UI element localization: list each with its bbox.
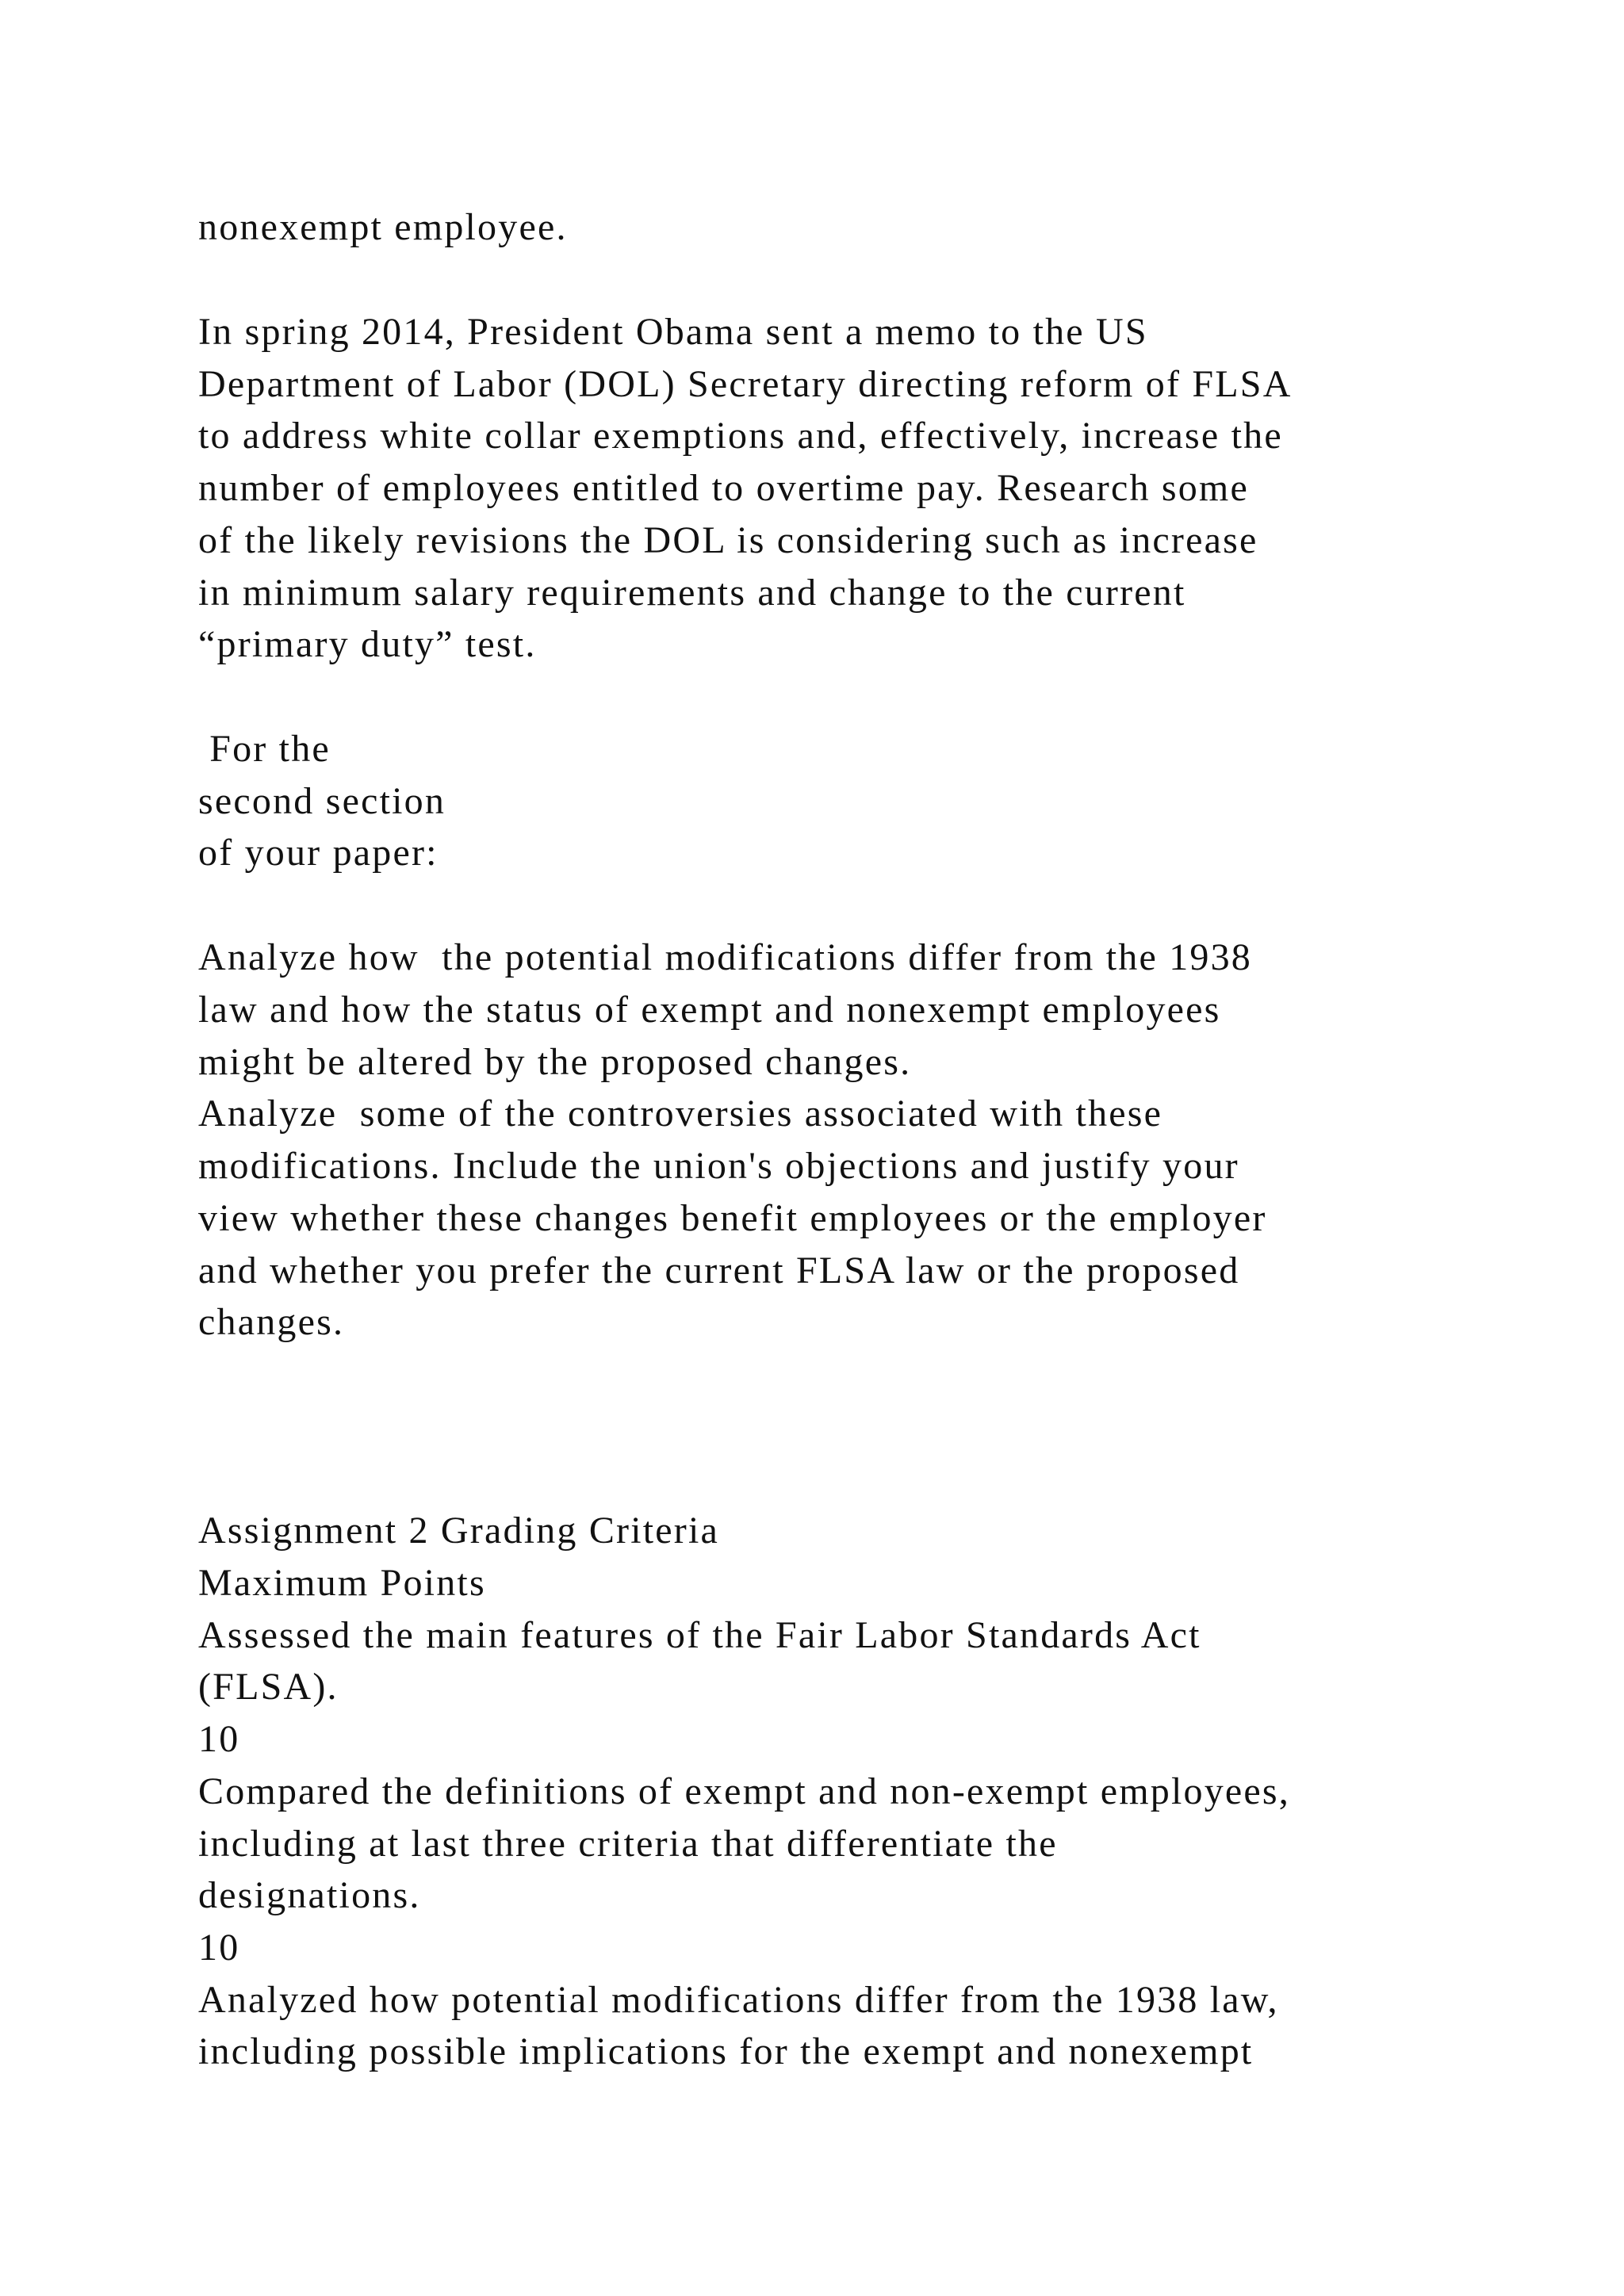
text-line: “primary duty” test. <box>198 623 537 665</box>
text-line: including possible implications for the exempt and nonexempt <box>198 2030 1254 2072</box>
text-line: 10 <box>198 1927 240 1969</box>
text-line: second section <box>198 780 446 822</box>
text-line: changes. <box>198 1301 345 1343</box>
text-line: For the <box>198 728 331 770</box>
text-line: number of employees entitled to overtime pay. Research some <box>198 467 1249 509</box>
text-line: law and how the status of exempt and nonexempt employees <box>198 989 1221 1031</box>
text-line: of the likely revisions the DOL is considering such as increase <box>198 519 1258 561</box>
text-line: in minimum salary requirements and change to the current <box>198 572 1186 614</box>
text-line: of your paper: <box>198 832 439 874</box>
text-line: and whether you prefer the current FLSA law or the proposed <box>198 1249 1240 1292</box>
text-line: including at last three criteria that differentiate the <box>198 1823 1058 1865</box>
text-line: Maximum Points <box>198 1562 486 1604</box>
text-line: Compared the definitions of exempt and non-exempt employees, <box>198 1770 1290 1812</box>
text-line: (FLSA). <box>198 1666 339 1708</box>
text-line: In spring 2014, President Obama sent a memo to the US <box>198 311 1148 353</box>
text-line: view whether these changes benefit employees or the employer <box>198 1197 1267 1239</box>
text-line: Department of Labor (DOL) Secretary directing reform of FLSA <box>198 363 1293 405</box>
text-line: nonexempt employee. <box>198 206 568 248</box>
text-line: 10 <box>198 1718 240 1760</box>
text-line: might be altered by the proposed changes. <box>198 1041 912 1083</box>
text-line: Analyze how the potential modifications differ from the 1938 <box>198 936 1252 978</box>
text-line: designations. <box>198 1874 421 1916</box>
text-line: Analyze some of the controversies associated with these <box>198 1093 1163 1135</box>
text-line: Assessed the main features of the Fair Labor Standards Act <box>198 1614 1201 1656</box>
text-line: Assignment 2 Grading Criteria <box>198 1510 720 1552</box>
text-line: Analyzed how potential modifications differ from the 1938 law, <box>198 1979 1279 2021</box>
text-line: to address white collar exemptions and, effectively, increase the <box>198 415 1283 457</box>
text-line: modifications. Include the union's objections and justify your <box>198 1145 1239 1187</box>
